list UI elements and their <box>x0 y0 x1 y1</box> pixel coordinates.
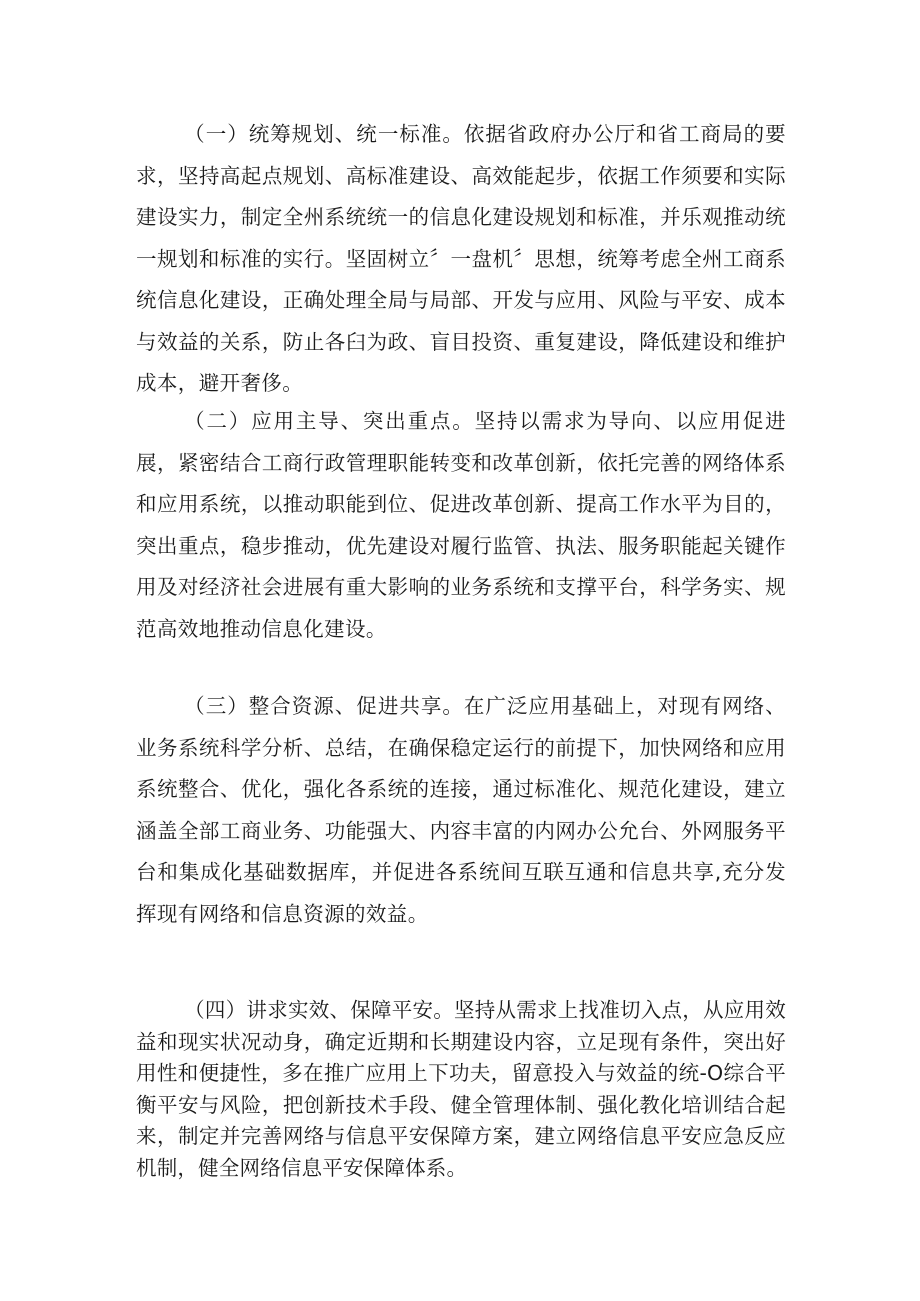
paragraph-2: （二）应用主导、突出重点。坚持以需求为导向、以应用促进展，紧密结合工商行政管理职能转变和改革创新，依托完善的网络体系和应用系统，以推动职能到位、促进改革创新、提高工作水平为目的，突出重点，稳步推动，优先建设对履行监管、执法、服务职能起关键作用及对经济社会进展有重大影响的业务系统和支撑平台，科学务实、规范高效地推动信息化建设。 <box>136 409 786 641</box>
paragraph-3: （三）整合资源、促进共享。在广泛应用基础上，对现有网络、业务系统科学分析、总结，在确保稳定运行的前提下，加快网络和应用系统整合、优化，强化各系统的连接，通过标准化、规范化建设，建立涵盖全部工商业务、功能强大、内容丰富的内网办公允台、外网服务平台和集成化基础数据库，并促进各系统间互联互通和信息共享,充分发挥现有网络和信息资源的效益。 <box>136 694 786 926</box>
paragraph-1: （一）统筹规划、统一标准。依据省政府办公厅和省工商局的要求，坚持高起点规划、高标准建设、高效能起步，依据工作须要和实际建设实力，制定全州系统统一的信息化建设规划和标准，并乐观推动统一规划和标准的实行。坚固树立〞一盘机〞思想，统筹考虑全州工商系统信息化建设，正确处理全局与局部、开发与应用、风险与平安、成本与效益的关系，防止各臼为政、盲目投资、重复建设，降低建设和维护成本，避开奢侈。 <box>136 122 786 395</box>
paragraph-4: （四）讲求实效、保障平安。坚持从需求上找准切入点，从应用效益和现实状况动身，确定近期和长期建设内容，立足现有条件，突出好用性和便捷性，多在推广应用上下功夫，留意投入与效益的统-O综合平衡平安与风险，把创新技术手段、健全管理体制、强化教化培训结合起来，制定并完善网络与信息平安保障方案，建立网络信息平安应急反应机制，健全网络信息平安保障体系。 <box>136 998 786 1180</box>
